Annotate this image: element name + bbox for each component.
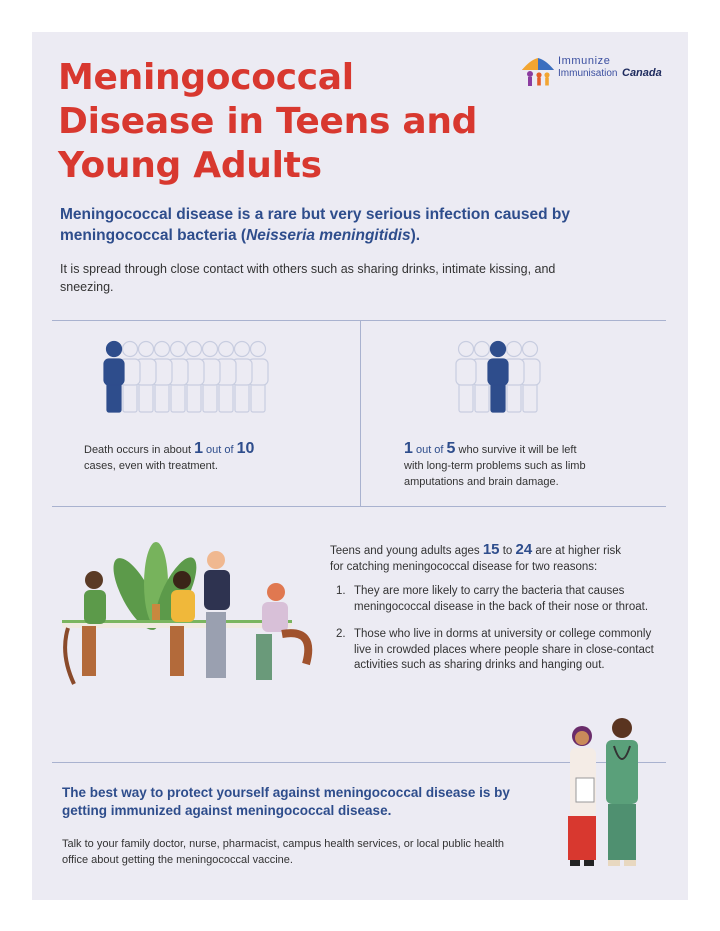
person-highlighted-icon bbox=[488, 342, 508, 413]
logo-text-immunisation: Immunisation bbox=[558, 68, 618, 79]
risk-reasons-list bbox=[336, 584, 666, 686]
page-title: Meningococcal Disease in Teens and Young Adults bbox=[58, 57, 478, 186]
person-icon bbox=[456, 342, 476, 413]
spread-description: It is spread through close contact with others such as sharing drinks, intimate kissing, and sneezing. bbox=[60, 262, 556, 294]
healthcare-workers-illustration bbox=[556, 716, 656, 878]
young-adults-table-illustration bbox=[54, 534, 316, 694]
list-item: 1. They are more likely to carry the bacteria that causes meningococcal disease in the back of their nose or throat. bbox=[336, 585, 649, 613]
protection-advice: The best way to protect yourself against meningococcal disease is by getting immunized against meningococcal disease. bbox=[62, 785, 510, 818]
risk-group-statement: Teens and young adults ages 15 to 24 are at higher risk for catching meningococcal disease for two reasons: bbox=[330, 541, 622, 573]
logo-text-canada: Canada bbox=[622, 67, 662, 79]
umbrella-family-icon bbox=[518, 54, 558, 90]
divider-middle bbox=[52, 506, 666, 507]
death-rate-stat: Death occurs in about 1 out of 10 cases, even with treatment. bbox=[84, 440, 255, 472]
divider-vertical bbox=[360, 320, 361, 506]
logo-text-immunize: Immunize bbox=[558, 55, 611, 67]
immunize-canada-logo bbox=[518, 54, 668, 90]
long-term-problems-people-icons bbox=[454, 340, 564, 414]
person-highlighted-icon bbox=[104, 342, 124, 413]
bacteria-name: Neisseria meningitidis bbox=[246, 227, 411, 244]
lead-statement: Meningococcal disease is a rare but very serious infection caused by meningococcal bacteria (Neisseria meningitidis). bbox=[60, 206, 570, 244]
vaccine-advice: Talk to your family doctor, nurse, pharmacist, campus health services, or local public health office about getting the meningococcal vaccine. bbox=[62, 838, 505, 866]
death-rate-people-icons bbox=[102, 340, 302, 414]
long-term-problems-stat: 1 out of 5 who survive it will be left with long-term problems such as limb amputations and brain damage. bbox=[404, 440, 586, 488]
list-item: 2. Those who live in dorms at university or college commonly live in crowded places where people share in close-contact activities such as sharing drinks and hanging out. bbox=[336, 628, 654, 671]
divider-top bbox=[52, 320, 666, 321]
